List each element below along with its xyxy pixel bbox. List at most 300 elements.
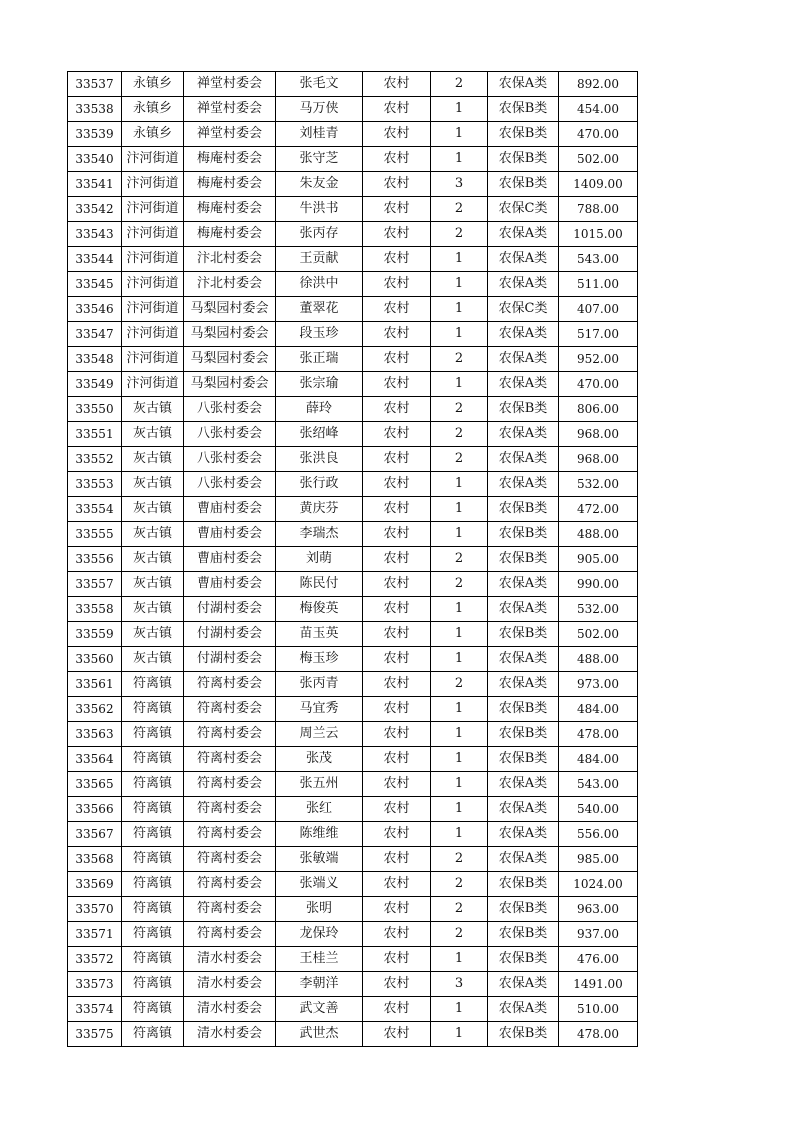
village-committee-cell: 马梨园村委会	[184, 297, 276, 322]
residence-type-cell: 农村	[363, 997, 431, 1022]
insurance-category-cell: 农保A类	[488, 447, 559, 472]
insurance-category-cell: 农保A类	[488, 822, 559, 847]
insurance-category-cell: 农保A类	[488, 997, 559, 1022]
insurance-category-cell: 农保C类	[488, 197, 559, 222]
table-row	[68, 822, 638, 847]
record-id-cell: 33560	[68, 647, 122, 672]
village-committee-cell: 符离村委会	[184, 772, 276, 797]
table-row	[68, 222, 638, 247]
village-committee-cell: 符离村委会	[184, 822, 276, 847]
residence-type-cell: 农村	[363, 822, 431, 847]
insurance-category-cell: 农保A类	[488, 647, 559, 672]
amount-cell: 543.00	[559, 772, 638, 797]
person-name-cell: 梅玉珍	[276, 647, 363, 672]
residence-type-cell: 农村	[363, 547, 431, 572]
insurance-category-cell: 农保A类	[488, 472, 559, 497]
town-cell: 符离镇	[122, 847, 184, 872]
person-name-cell: 马万侠	[276, 97, 363, 122]
residence-type-cell: 农村	[363, 772, 431, 797]
person-name-cell: 徐洪中	[276, 272, 363, 297]
person-name-cell: 张守芝	[276, 147, 363, 172]
household-count-cell: 1	[431, 122, 488, 147]
person-name-cell: 武文善	[276, 997, 363, 1022]
town-cell: 灰古镇	[122, 547, 184, 572]
table-row	[68, 447, 638, 472]
person-name-cell: 张明	[276, 897, 363, 922]
table-row	[68, 647, 638, 672]
person-name-cell: 朱友金	[276, 172, 363, 197]
village-committee-cell: 马梨园村委会	[184, 347, 276, 372]
insurance-category-cell: 农保B类	[488, 922, 559, 947]
record-id-cell: 33566	[68, 797, 122, 822]
table-row	[68, 97, 638, 122]
insurance-category-cell: 农保B类	[488, 522, 559, 547]
insurance-category-cell: 农保A类	[488, 72, 559, 97]
amount-cell: 952.00	[559, 347, 638, 372]
table-row	[68, 697, 638, 722]
table-row	[68, 622, 638, 647]
residence-type-cell: 农村	[363, 72, 431, 97]
table-row	[68, 922, 638, 947]
residence-type-cell: 农村	[363, 197, 431, 222]
amount-cell: 973.00	[559, 672, 638, 697]
table-row	[68, 497, 638, 522]
record-id-cell: 33558	[68, 597, 122, 622]
residence-type-cell: 农村	[363, 472, 431, 497]
residence-type-cell: 农村	[363, 447, 431, 472]
amount-cell: 484.00	[559, 747, 638, 772]
record-id-cell: 33575	[68, 1022, 122, 1047]
household-count-cell: 1	[431, 697, 488, 722]
town-cell: 汴河街道	[122, 272, 184, 297]
insurance-category-cell: 农保B类	[488, 897, 559, 922]
town-cell: 汴河街道	[122, 222, 184, 247]
person-name-cell: 段玉珍	[276, 322, 363, 347]
table-row	[68, 372, 638, 397]
table-row	[68, 797, 638, 822]
record-id-cell: 33553	[68, 472, 122, 497]
village-committee-cell: 曹庙村委会	[184, 497, 276, 522]
record-id-cell: 33549	[68, 372, 122, 397]
record-id-cell: 33569	[68, 872, 122, 897]
amount-cell: 532.00	[559, 597, 638, 622]
town-cell: 符离镇	[122, 872, 184, 897]
insurance-category-cell: 农保B类	[488, 872, 559, 897]
record-id-cell: 33574	[68, 997, 122, 1022]
town-cell: 符离镇	[122, 772, 184, 797]
table-row	[68, 172, 638, 197]
amount-cell: 1015.00	[559, 222, 638, 247]
record-id-cell: 33556	[68, 547, 122, 572]
insurance-category-cell: 农保B类	[488, 747, 559, 772]
town-cell: 灰古镇	[122, 647, 184, 672]
person-name-cell: 张正瑞	[276, 347, 363, 372]
insurance-category-cell: 农保A类	[488, 847, 559, 872]
person-name-cell: 张红	[276, 797, 363, 822]
residence-type-cell: 农村	[363, 247, 431, 272]
table-row	[68, 122, 638, 147]
amount-cell: 1491.00	[559, 972, 638, 997]
village-committee-cell: 付湖村委会	[184, 597, 276, 622]
amount-cell: 454.00	[559, 97, 638, 122]
town-cell: 永镇乡	[122, 122, 184, 147]
person-name-cell: 马宜秀	[276, 697, 363, 722]
residence-type-cell: 农村	[363, 1022, 431, 1047]
town-cell: 汴河街道	[122, 297, 184, 322]
town-cell: 灰古镇	[122, 472, 184, 497]
amount-cell: 484.00	[559, 697, 638, 722]
table-body	[68, 72, 638, 1047]
town-cell: 灰古镇	[122, 572, 184, 597]
amount-cell: 488.00	[559, 522, 638, 547]
residence-type-cell: 农村	[363, 397, 431, 422]
person-name-cell: 刘桂青	[276, 122, 363, 147]
village-committee-cell: 曹庙村委会	[184, 547, 276, 572]
person-name-cell: 张敏端	[276, 847, 363, 872]
town-cell: 汴河街道	[122, 172, 184, 197]
person-name-cell: 周兰云	[276, 722, 363, 747]
insurance-category-cell: 农保B类	[488, 622, 559, 647]
village-committee-cell: 八张村委会	[184, 447, 276, 472]
town-cell: 灰古镇	[122, 597, 184, 622]
record-id-cell: 33564	[68, 747, 122, 772]
amount-cell: 517.00	[559, 322, 638, 347]
insurance-category-cell: 农保B类	[488, 172, 559, 197]
household-count-cell: 3	[431, 972, 488, 997]
amount-cell: 937.00	[559, 922, 638, 947]
insurance-category-cell: 农保A类	[488, 372, 559, 397]
household-count-cell: 2	[431, 847, 488, 872]
household-count-cell: 2	[431, 547, 488, 572]
table-row	[68, 722, 638, 747]
town-cell: 汴河街道	[122, 322, 184, 347]
household-count-cell: 2	[431, 397, 488, 422]
town-cell: 永镇乡	[122, 72, 184, 97]
insurance-category-cell: 农保B类	[488, 1022, 559, 1047]
residence-type-cell: 农村	[363, 122, 431, 147]
town-cell: 汴河街道	[122, 247, 184, 272]
residence-type-cell: 农村	[363, 497, 431, 522]
household-count-cell: 1	[431, 297, 488, 322]
residence-type-cell: 农村	[363, 622, 431, 647]
town-cell: 汴河街道	[122, 372, 184, 397]
household-count-cell: 1	[431, 372, 488, 397]
table-row	[68, 772, 638, 797]
table-row	[68, 747, 638, 772]
town-cell: 符离镇	[122, 947, 184, 972]
record-id-cell: 33544	[68, 247, 122, 272]
record-id-cell: 33552	[68, 447, 122, 472]
record-id-cell: 33570	[68, 897, 122, 922]
household-count-cell: 2	[431, 572, 488, 597]
insurance-category-cell: 农保B类	[488, 97, 559, 122]
town-cell: 灰古镇	[122, 522, 184, 547]
person-name-cell: 王桂兰	[276, 947, 363, 972]
amount-cell: 968.00	[559, 447, 638, 472]
insurance-category-cell: 农保A类	[488, 972, 559, 997]
table-row	[68, 472, 638, 497]
person-name-cell: 张茂	[276, 747, 363, 772]
insurance-category-cell: 农保A类	[488, 572, 559, 597]
table-row	[68, 322, 638, 347]
table-row	[68, 272, 638, 297]
village-committee-cell: 八张村委会	[184, 422, 276, 447]
insurance-category-cell: 农保A类	[488, 772, 559, 797]
record-id-cell: 33563	[68, 722, 122, 747]
residence-type-cell: 农村	[363, 322, 431, 347]
household-count-cell: 1	[431, 322, 488, 347]
amount-cell: 511.00	[559, 272, 638, 297]
residence-type-cell: 农村	[363, 522, 431, 547]
town-cell: 符离镇	[122, 747, 184, 772]
residence-type-cell: 农村	[363, 947, 431, 972]
town-cell: 灰古镇	[122, 622, 184, 647]
record-id-cell: 33546	[68, 297, 122, 322]
table-row	[68, 997, 638, 1022]
village-committee-cell: 梅庵村委会	[184, 222, 276, 247]
household-count-cell: 1	[431, 497, 488, 522]
residence-type-cell: 农村	[363, 297, 431, 322]
village-committee-cell: 清水村委会	[184, 947, 276, 972]
residence-type-cell: 农村	[363, 797, 431, 822]
village-committee-cell: 清水村委会	[184, 1022, 276, 1047]
village-committee-cell: 八张村委会	[184, 397, 276, 422]
insurance-category-cell: 农保B类	[488, 547, 559, 572]
table-row	[68, 147, 638, 172]
record-id-cell: 33537	[68, 72, 122, 97]
table-row	[68, 197, 638, 222]
table-row	[68, 897, 638, 922]
residence-type-cell: 农村	[363, 172, 431, 197]
household-count-cell: 2	[431, 872, 488, 897]
household-count-cell: 1	[431, 772, 488, 797]
table-row	[68, 1022, 638, 1047]
village-committee-cell: 符离村委会	[184, 897, 276, 922]
amount-cell: 470.00	[559, 372, 638, 397]
insurance-category-cell: 农保A类	[488, 272, 559, 297]
residence-type-cell: 农村	[363, 647, 431, 672]
amount-cell: 905.00	[559, 547, 638, 572]
residence-type-cell: 农村	[363, 897, 431, 922]
amount-cell: 478.00	[559, 1022, 638, 1047]
household-count-cell: 3	[431, 172, 488, 197]
amount-cell: 556.00	[559, 822, 638, 847]
insurance-category-cell: 农保A类	[488, 797, 559, 822]
village-committee-cell: 梅庵村委会	[184, 172, 276, 197]
village-committee-cell: 符离村委会	[184, 922, 276, 947]
amount-cell: 968.00	[559, 422, 638, 447]
village-committee-cell: 八张村委会	[184, 472, 276, 497]
person-name-cell: 陈民付	[276, 572, 363, 597]
residence-type-cell: 农村	[363, 597, 431, 622]
person-name-cell: 薛玲	[276, 397, 363, 422]
village-committee-cell: 符离村委会	[184, 697, 276, 722]
town-cell: 符离镇	[122, 822, 184, 847]
table-row	[68, 597, 638, 622]
record-id-cell: 33557	[68, 572, 122, 597]
village-committee-cell: 禅堂村委会	[184, 72, 276, 97]
village-committee-cell: 汴北村委会	[184, 247, 276, 272]
residence-type-cell: 农村	[363, 372, 431, 397]
village-committee-cell: 符离村委会	[184, 797, 276, 822]
insurance-category-cell: 农保C类	[488, 297, 559, 322]
record-id-cell: 33567	[68, 822, 122, 847]
amount-cell: 985.00	[559, 847, 638, 872]
town-cell: 灰古镇	[122, 397, 184, 422]
record-id-cell: 33547	[68, 322, 122, 347]
town-cell: 符离镇	[122, 922, 184, 947]
town-cell: 灰古镇	[122, 447, 184, 472]
person-name-cell: 龙保玲	[276, 922, 363, 947]
person-name-cell: 黄庆芬	[276, 497, 363, 522]
amount-cell: 510.00	[559, 997, 638, 1022]
amount-cell: 1409.00	[559, 172, 638, 197]
town-cell: 符离镇	[122, 697, 184, 722]
person-name-cell: 李朝洋	[276, 972, 363, 997]
insurance-category-cell: 农保A类	[488, 597, 559, 622]
amount-cell: 1024.00	[559, 872, 638, 897]
residence-type-cell: 农村	[363, 222, 431, 247]
person-name-cell: 张宗瑜	[276, 372, 363, 397]
household-count-cell: 1	[431, 597, 488, 622]
residence-type-cell: 农村	[363, 872, 431, 897]
village-committee-cell: 符离村委会	[184, 847, 276, 872]
amount-cell: 478.00	[559, 722, 638, 747]
village-committee-cell: 符离村委会	[184, 672, 276, 697]
town-cell: 符离镇	[122, 897, 184, 922]
insurance-category-cell: 农保B类	[488, 497, 559, 522]
person-name-cell: 梅俊英	[276, 597, 363, 622]
residence-type-cell: 农村	[363, 922, 431, 947]
household-count-cell: 2	[431, 447, 488, 472]
record-id-cell: 33542	[68, 197, 122, 222]
amount-cell: 502.00	[559, 147, 638, 172]
village-committee-cell: 符离村委会	[184, 722, 276, 747]
village-committee-cell: 马梨园村委会	[184, 322, 276, 347]
record-id-cell: 33562	[68, 697, 122, 722]
table-row	[68, 72, 638, 97]
amount-cell: 470.00	[559, 122, 638, 147]
household-count-cell: 2	[431, 347, 488, 372]
amount-cell: 472.00	[559, 497, 638, 522]
record-id-cell: 33539	[68, 122, 122, 147]
household-count-cell: 2	[431, 72, 488, 97]
person-name-cell: 刘萌	[276, 547, 363, 572]
household-count-cell: 1	[431, 1022, 488, 1047]
village-committee-cell: 符离村委会	[184, 747, 276, 772]
residence-type-cell: 农村	[363, 347, 431, 372]
person-name-cell: 武世杰	[276, 1022, 363, 1047]
person-name-cell: 张行政	[276, 472, 363, 497]
record-id-cell: 33572	[68, 947, 122, 972]
record-id-cell: 33538	[68, 97, 122, 122]
amount-cell: 788.00	[559, 197, 638, 222]
household-count-cell: 1	[431, 472, 488, 497]
table-row	[68, 947, 638, 972]
village-committee-cell: 禅堂村委会	[184, 122, 276, 147]
town-cell: 符离镇	[122, 797, 184, 822]
insurance-category-cell: 农保B类	[488, 947, 559, 972]
insurance-category-cell: 农保B类	[488, 147, 559, 172]
household-count-cell: 1	[431, 747, 488, 772]
table-row	[68, 672, 638, 697]
residence-type-cell: 农村	[363, 272, 431, 297]
insurance-category-cell: 农保A类	[488, 222, 559, 247]
residence-type-cell: 农村	[363, 422, 431, 447]
person-name-cell: 董翠花	[276, 297, 363, 322]
person-name-cell: 陈维维	[276, 822, 363, 847]
household-count-cell: 2	[431, 672, 488, 697]
amount-cell: 963.00	[559, 897, 638, 922]
household-count-cell: 1	[431, 647, 488, 672]
insurance-category-cell: 农保B类	[488, 397, 559, 422]
village-committee-cell: 清水村委会	[184, 972, 276, 997]
person-name-cell: 张五州	[276, 772, 363, 797]
person-name-cell: 张洪良	[276, 447, 363, 472]
amount-cell: 806.00	[559, 397, 638, 422]
amount-cell: 540.00	[559, 797, 638, 822]
record-id-cell: 33554	[68, 497, 122, 522]
household-count-cell: 2	[431, 922, 488, 947]
person-name-cell: 李瑞杰	[276, 522, 363, 547]
insurance-category-cell: 农保A类	[488, 672, 559, 697]
amount-cell: 407.00	[559, 297, 638, 322]
household-count-cell: 2	[431, 197, 488, 222]
town-cell: 灰古镇	[122, 497, 184, 522]
table-row	[68, 547, 638, 572]
residence-type-cell: 农村	[363, 672, 431, 697]
table-row	[68, 297, 638, 322]
insurance-category-cell: 农保B类	[488, 122, 559, 147]
village-committee-cell: 马梨园村委会	[184, 372, 276, 397]
insurance-category-cell: 农保A类	[488, 247, 559, 272]
household-count-cell: 1	[431, 997, 488, 1022]
person-name-cell: 张端义	[276, 872, 363, 897]
person-name-cell: 苗玉英	[276, 622, 363, 647]
record-id-cell: 33555	[68, 522, 122, 547]
table-row	[68, 972, 638, 997]
residence-type-cell: 农村	[363, 847, 431, 872]
person-name-cell: 王贡献	[276, 247, 363, 272]
table-row	[68, 247, 638, 272]
town-cell: 灰古镇	[122, 422, 184, 447]
household-count-cell: 1	[431, 622, 488, 647]
table-row	[68, 347, 638, 372]
record-id-cell: 33551	[68, 422, 122, 447]
table-row	[68, 422, 638, 447]
insurance-category-cell: 农保B类	[488, 697, 559, 722]
person-name-cell: 张毛文	[276, 72, 363, 97]
village-committee-cell: 禅堂村委会	[184, 97, 276, 122]
household-count-cell: 1	[431, 272, 488, 297]
town-cell: 汴河街道	[122, 197, 184, 222]
village-committee-cell: 曹庙村委会	[184, 572, 276, 597]
town-cell: 符离镇	[122, 672, 184, 697]
residence-type-cell: 农村	[363, 572, 431, 597]
town-cell: 汴河街道	[122, 347, 184, 372]
table-row	[68, 522, 638, 547]
amount-cell: 543.00	[559, 247, 638, 272]
record-id-cell: 33571	[68, 922, 122, 947]
record-id-cell: 33568	[68, 847, 122, 872]
residence-type-cell: 农村	[363, 747, 431, 772]
household-count-cell: 1	[431, 147, 488, 172]
record-id-cell: 33548	[68, 347, 122, 372]
amount-cell: 532.00	[559, 472, 638, 497]
table-row	[68, 847, 638, 872]
record-id-cell: 33541	[68, 172, 122, 197]
household-count-cell: 1	[431, 522, 488, 547]
